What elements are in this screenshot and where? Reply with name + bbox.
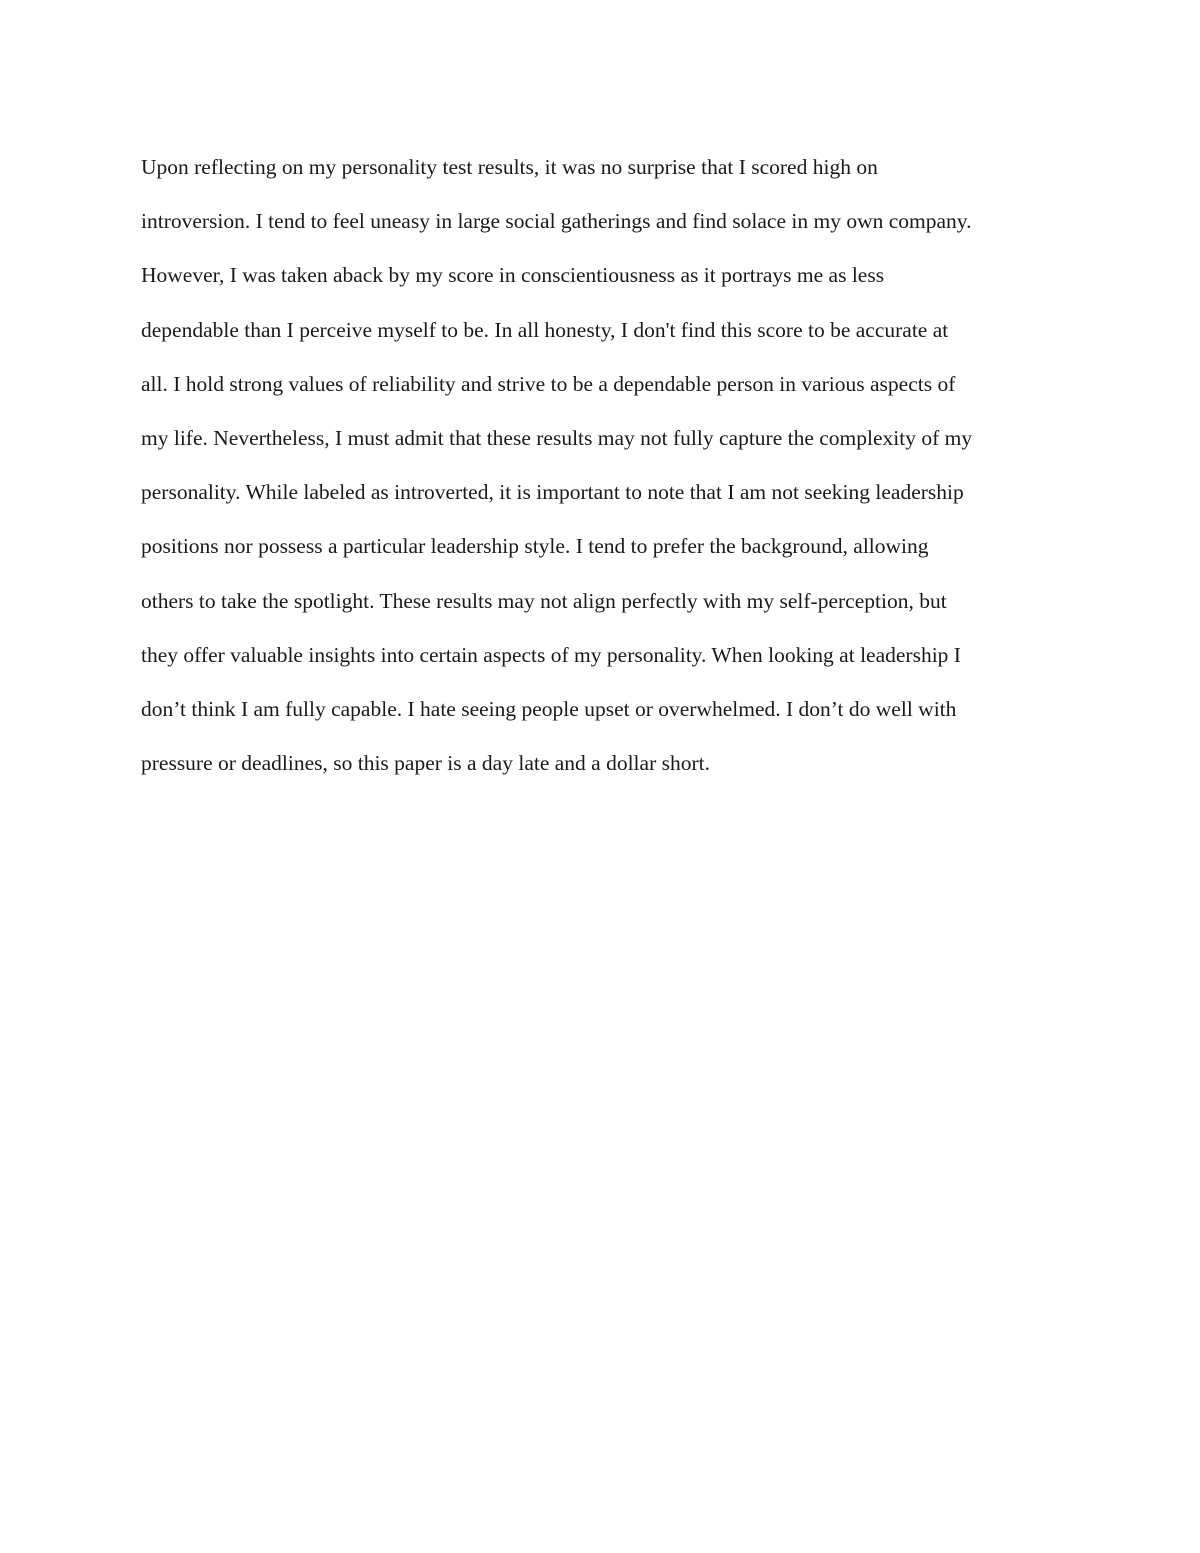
paragraph-line: don’t think I am fully capable. I hate seeing people upset or overwhelmed. I don’t do well with	[141, 696, 957, 721]
paragraph-line: others to take the spotlight. These results may not align perfectly with my self-perception, but	[141, 588, 947, 613]
paragraph-line: they offer valuable insights into certain aspects of my personality. When looking at leadership I	[141, 642, 961, 667]
paragraph-line: However, I was taken aback by my score in conscientiousness as it portrays me as less	[141, 263, 885, 288]
paragraph-line: introversion. I tend to feel uneasy in large social gatherings and find solace in my own company.	[141, 209, 972, 234]
paragraph-line: pressure or deadlines, so this paper is a day late and a dollar short.	[141, 751, 710, 776]
paragraph-line: all. I hold strong values of reliability and strive to be a dependable person in various aspects of	[141, 371, 956, 396]
paragraph-line: my life. Nevertheless, I must admit that these results may not fully capture the complexity of my	[141, 425, 973, 450]
body-paragraph	[141, 140, 1071, 790]
paragraph-line: positions nor possess a particular leadership style. I tend to prefer the background, allowing	[141, 534, 929, 559]
paragraph-line: dependable than I perceive myself to be. In all honesty, I don't find this score to be accurate at	[141, 317, 949, 342]
paragraph-line: Upon reflecting on my personality test results, it was no surprise that I scored high on	[141, 155, 878, 179]
paragraph-line: personality. While labeled as introverted, it is important to note that I am not seeking leadership	[141, 480, 964, 505]
